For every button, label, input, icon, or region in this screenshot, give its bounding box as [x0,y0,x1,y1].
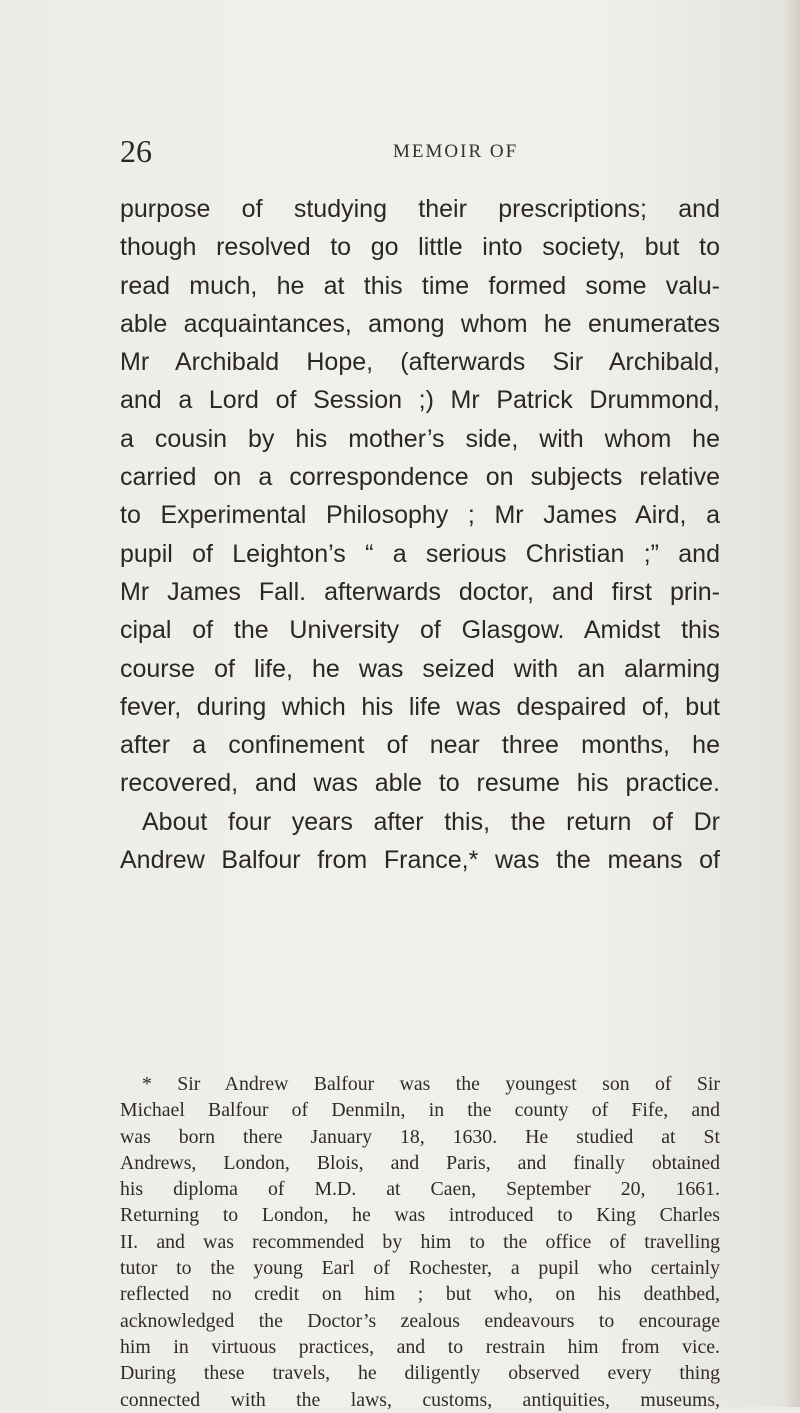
body-line: cipal of the University of Glasgow. Amidst this [120,616,720,645]
body-line: purpose of studying their prescriptions; and [120,195,720,223]
footnote-line: Returning to London, he was introduced to King Charles [120,1204,720,1227]
body-line: Andrew Balfour from France,* was the means of [120,846,720,875]
body-line: recovered, and was able to resume his practice. [120,769,720,798]
body-line: course of life, he was seized with an alarming [120,654,720,683]
footnote-line: connected with the laws, customs, antiquities, museums, [120,1388,720,1411]
footnote-line: reflected no credit on him ; but who, on his deathbed, [120,1283,720,1306]
page-number: 26 [120,133,152,169]
footnote-line: * Sir Andrew Balfour was the youngest son of Sir [142,1073,720,1095]
body-line: carried on a correspondence on subjects relative [120,463,720,492]
body-line: though resolved to go little into society, but to [120,233,720,262]
page-header [120,132,720,172]
footnote-line: II. and was recommended by him to the office of travelling [120,1230,720,1253]
body-line: able acquaintances, among whom he enumerates [120,309,720,338]
footnote-line: him in virtuous practices, and to restrain him from vice. [120,1335,720,1358]
body-line: after a confinement of near three months, he [120,731,720,760]
page-edge-shadow [782,0,800,1407]
running-head: MEMOIR OF [393,141,519,162]
body-line: Mr James Fall. afterwards doctor, and first prin- [120,577,720,606]
footnote-line: was born there January 18, 1630. He studied at St [120,1125,720,1148]
body-line: Mr Archibald Hope, (afterwards Sir Archibald, [120,348,720,377]
footnote-line: During these travels, he diligently observed every thing [120,1362,720,1385]
footnote-line: tutor to the young Earl of Rochester, a pupil who certainly [120,1257,720,1280]
body-line: and a Lord of Session ;) Mr Patrick Drummond, [120,386,720,415]
footnote-line: Michael Balfour of Denmiln, in the county of Fife, and [120,1099,720,1122]
footnote-line: Andrews, London, Blois, and Paris, and finally obtained [120,1151,720,1174]
body-line: to Experimental Philosophy ; Mr James Aird, a [120,501,720,530]
footnote [120,1071,720,1413]
footnote-line: acknowledged the Doctor’s zealous endeavours to encourage [120,1309,720,1332]
body-line-paragraph-start: About four years after this, the return of Dr [142,807,720,836]
body-text [120,190,720,879]
body-line: a cousin by his mother’s side, with whom he [120,424,720,453]
footnote-line: his diploma of M.D. at Caen, September 20, 1661. [120,1178,720,1201]
body-line: fever, during which his life was despaired of, but [120,692,720,721]
body-line: pupil of Leighton’s “ a serious Christian ;” and [120,539,720,568]
body-line: read much, he at this time formed some valu- [120,271,720,300]
